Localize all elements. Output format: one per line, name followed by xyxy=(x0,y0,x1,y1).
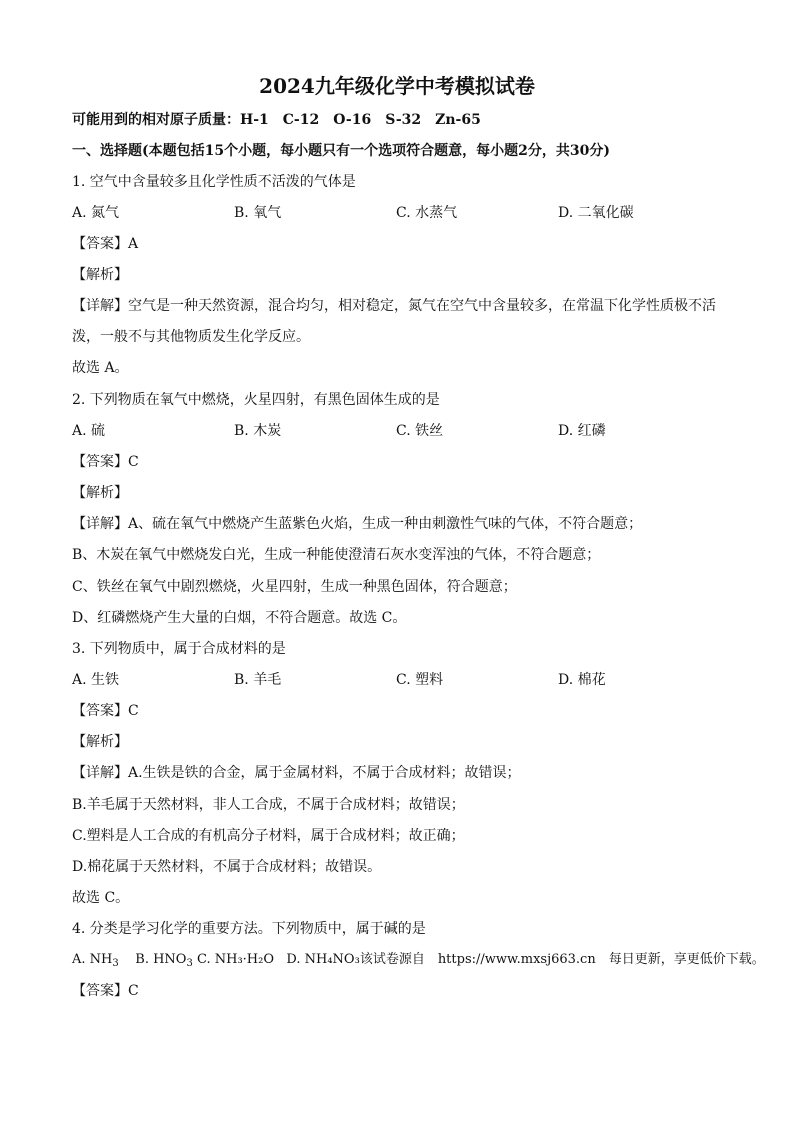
q3-option-a: A. 生铁 xyxy=(72,672,120,688)
q1-analysis: 【解析】 xyxy=(72,267,128,283)
q2-option-d: D. 红磷 xyxy=(558,423,606,439)
q4-answer: 【答案】C xyxy=(72,983,139,999)
q2-detail-line: 【详解】A、硫在氧气中燃烧产生蓝紫色火焰，生成一种由刺激性气味的气体，不符合题意； xyxy=(72,516,643,532)
q3-analysis: 【解析】 xyxy=(72,734,128,750)
q4-option-b-subscript: 3 xyxy=(186,958,193,969)
q1-option-b: B. 氧气 xyxy=(234,205,282,221)
atomic-masses: 可能用到的相对原子质量：H-1 C-12 O-16 S-32 Zn-65 xyxy=(72,112,481,128)
q2-option-b: B. 木炭 xyxy=(234,423,282,439)
q2-detail-line: B、木炭在氧气中燃烧发白光，生成一种能使澄清石灰水变浑浊的气体，不符合题意； xyxy=(72,547,601,563)
q3-detail-line: C.塑料是人工合成的有机高分子材料，属于合成材料；故正确； xyxy=(72,828,465,844)
q2-detail-line: C、铁丝在氧气中剧烈燃烧，火星四射，生成一种黑色固体，符合题意； xyxy=(72,579,517,595)
section-header: 一、选择题(本题包括15个小题，每小题只有一个选项符合题意，每小题2分，共30分) xyxy=(72,143,610,159)
question-2-stem: 2. 下列物质在氧气中燃烧，火星四射，有黑色固体生成的是 xyxy=(72,392,440,408)
q1-conclusion: 故选 A。 xyxy=(72,360,129,376)
q3-option-d: D. 棉花 xyxy=(558,672,606,688)
q3-detail-line: B.羊毛属于天然材料，非人工合成，不属于合成材料；故错误； xyxy=(72,797,465,813)
q4-options-line xyxy=(72,950,765,974)
q4-option-b: B. HNO xyxy=(135,952,187,967)
q1-answer: 【答案】A xyxy=(72,236,139,252)
q1-option-d: D. 二氧化碳 xyxy=(558,205,634,221)
q1-detail-line: 泼，一般不与其他物质发生化学反应。 xyxy=(72,329,310,345)
q2-option-c: C. 铁丝 xyxy=(396,423,444,439)
q1-detail-line: 【详解】空气是一种天然资源，混合均匀，相对稳定，氮气在空气中含量较多，在常温下化学性质极不活 xyxy=(72,298,716,314)
question-3-stem: 3. 下列物质中，属于合成材料的是 xyxy=(72,641,286,657)
question-4-stem: 4. 分类是学习化学的重要方法。下列物质中，属于碱的是 xyxy=(72,921,426,937)
q3-detail-line: D.棉花属于天然材料，不属于合成材料；故错误。 xyxy=(72,859,382,875)
q1-option-c: C. 水蒸气 xyxy=(396,205,458,221)
q3-answer: 【答案】C xyxy=(72,703,139,719)
q4-option-a: A. NH xyxy=(72,952,113,967)
q3-option-c: C. 塑料 xyxy=(396,672,444,688)
page-title: 2024九年级化学中考模拟试卷 xyxy=(259,74,535,98)
q4-option-a-subscript: 3 xyxy=(112,958,119,969)
q3-option-b: B. 羊毛 xyxy=(234,672,282,688)
q2-detail-line: D、红磷燃烧产生大量的白烟，不符合题意。故选 C。 xyxy=(72,610,407,626)
q3-conclusion: 故选 C。 xyxy=(72,890,130,906)
q3-detail-line: 【详解】A.生铁是铁的合金，属于金属材料，不属于合成材料；故错误； xyxy=(72,765,521,781)
q1-option-a: A. 氮气 xyxy=(72,205,120,221)
q2-answer: 【答案】C xyxy=(72,454,139,470)
q4-option-c: C. NH₃·H₂O xyxy=(196,952,274,967)
q2-analysis: 【解析】 xyxy=(72,485,128,501)
question-1-stem: 1. 空气中含量较多且化学性质不活泼的气体是 xyxy=(72,174,356,190)
q4-option-d: D. NH₄NO₃ xyxy=(286,952,360,967)
source-notice: 该试卷源自 https://www.mxsj663.cn 每日更新，享更低价下载。 xyxy=(359,952,765,967)
q2-option-a: A. 硫 xyxy=(72,423,106,439)
